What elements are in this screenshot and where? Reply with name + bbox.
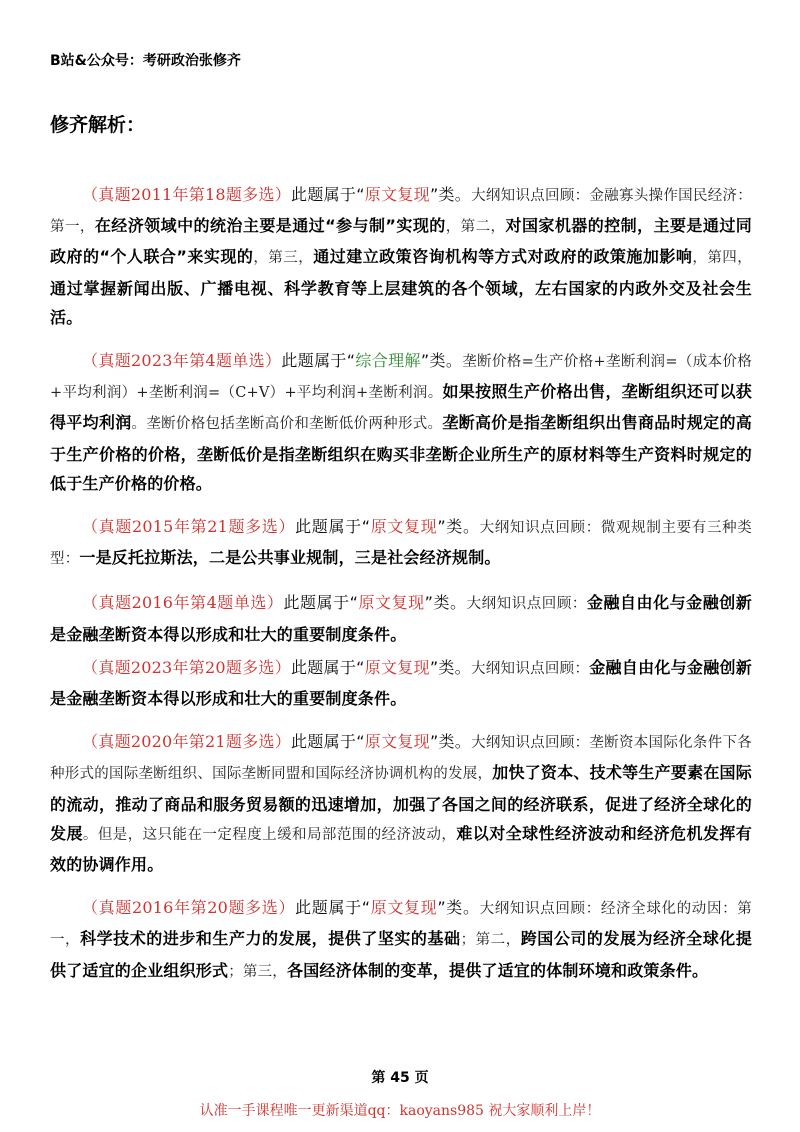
category-lead: 此题属于“: [281, 351, 356, 371]
body-text: ，第四，: [692, 250, 752, 267]
analysis-paragraph: [50, 588, 752, 648]
category-end: ”类。: [420, 351, 463, 371]
body-text: 。垄断价格包括垄断高价和垄断低价两种形式。: [131, 416, 443, 433]
analysis-paragraph: [50, 180, 752, 332]
question-source: （真题2023年第20题多选）: [82, 657, 291, 677]
category-end: ”类。: [429, 732, 472, 752]
question-source: （真题2016年第20题多选）: [82, 898, 296, 918]
category-lead: 此题属于“: [283, 593, 359, 613]
page-number: 第 45 页: [371, 1070, 429, 1086]
key-point-text: 在经济领域中的统治主要是通过“参与制”实现的: [94, 216, 446, 236]
question-category: 原文复现: [364, 732, 430, 752]
key-point-text: 加快了资本、技术等生产要素在国际的流动，推动了商品和服务贸易额的迅速增加，加强了各国之间的经济联系，促进了经济全球化的发展: [50, 763, 753, 843]
header-source: B站&公众号：考研政治张修齐: [50, 53, 241, 69]
category-lead: 此题属于“: [291, 185, 365, 204]
category-end: ”类。: [429, 657, 471, 677]
body-text: 垄断价格=生产价格+垄断利润=（成本价格+平均利润）+垄断利润=（C+V）+平均利润+垄断利润。: [50, 354, 753, 402]
question-category: 原文复现: [364, 185, 430, 204]
key-point-text: 如果按照生产价格出售，垄断组织还可以获得平均利润: [50, 382, 752, 433]
category-end: ”类。: [437, 898, 480, 918]
analysis-paragraph: [50, 346, 752, 498]
key-point-text: 通过掌握新闻出版、广播电视、科学教育等上层建筑的各个领域，左右国家的内政外交及社会生活。: [50, 278, 752, 327]
key-point-text: 金融自由化与金融创新是金融垄断资本得以形成和壮大的重要制度条件。: [50, 657, 752, 709]
body-text: 大纲知识点回顾：垄断资本国际化条件下各种形式的国际垄断组织、国际垄断同盟和国际经济协调机构的发展，: [50, 735, 752, 783]
key-point-text: 难以对全球性经济波动和经济危机发挥有效的协调作用。: [50, 823, 753, 875]
key-point-text: 跨国公司的发展为经济全球化提供了适宜的企业组织形式: [50, 929, 752, 980]
body-text: ；第三，: [228, 963, 288, 980]
category-end: ”类。: [424, 593, 467, 613]
analysis-paragraph: [50, 512, 752, 574]
question-category: 原文复现: [364, 657, 430, 677]
key-point-text: 科学技术的进步和生产力的发展，提供了坚实的基础: [80, 929, 461, 949]
section-title: 修齐解析：: [50, 114, 146, 136]
question-source: （真题2015年第21题多选）: [82, 517, 296, 537]
category-end: ”类。: [429, 185, 472, 204]
analysis-paragraph: [50, 727, 752, 879]
question-source: （真题2016年第4题单选）: [82, 593, 284, 613]
question-source: （真题2011年第18题多选）: [82, 185, 292, 204]
question-source: （真题2020年第21题多选）: [82, 732, 292, 752]
body-text: 大纲知识点回顾：: [466, 596, 587, 613]
key-point-text: 各国经济体制的变革，提供了适宜的体制环境和政策条件。: [287, 960, 709, 980]
body-text: 大纲知识点回顾：: [470, 660, 590, 677]
question-category: 原文复现: [358, 593, 425, 613]
category-lead: 此题属于“: [291, 732, 365, 752]
key-point-text: 一是反托拉斯法，二是公共事业规制，三是社会经济规制。: [79, 548, 501, 568]
body-text: 大纲知识点回顾：微观规制主要有三种类型：: [50, 520, 752, 568]
question-source: （真题2023年第4题单选）: [82, 351, 282, 371]
footer-notice: 认准一手课程唯一更新渠道qq：kaoyans985 祝大家顺利上岸！: [199, 1103, 601, 1119]
analysis-paragraph: [50, 653, 752, 713]
body-text: ；第二，: [460, 932, 521, 949]
analysis-paragraph: [50, 893, 752, 987]
question-category: 原文复现: [370, 898, 438, 918]
question-category: 原文复现: [370, 517, 438, 537]
question-category: 综合理解: [355, 351, 421, 371]
key-point-text: 金融自由化与金融创新是金融垄断资本得以形成和壮大的重要制度条件。: [50, 593, 752, 644]
key-point-text: 垄断高价是指垄断组织出售商品时规定的高于生产价格的价格，垄断低价是指垄断组织在购买非垄断企业所生产的原材料等生产资料时规定的低于生产价格的价格。: [50, 413, 752, 493]
key-point-text: 对国家机器的控制，主要是通过同政府的“个人联合”来实现的: [50, 216, 752, 267]
body-text: ，第三，: [253, 250, 314, 267]
key-point-text: 通过建立政策咨询机构等方式对政府的政策施加影响: [313, 247, 693, 267]
body-text: 大纲知识点回顾：经济全球化的动因：第一，: [50, 901, 752, 949]
body-text: 。但是，这只能在一定程度上缓和局部范围的经济波动，: [82, 826, 457, 843]
body-text: ，第二，: [445, 219, 506, 236]
category-lead: 此题属于“: [295, 898, 371, 918]
category-lead: 此题属于“: [290, 657, 365, 677]
analysis-content: [50, 180, 752, 1001]
category-lead: 此题属于“: [295, 517, 371, 537]
category-end: ”类。: [437, 517, 480, 537]
body-text: 大纲知识点回顾：金融寡头操作国民经济：第一，: [50, 188, 752, 236]
